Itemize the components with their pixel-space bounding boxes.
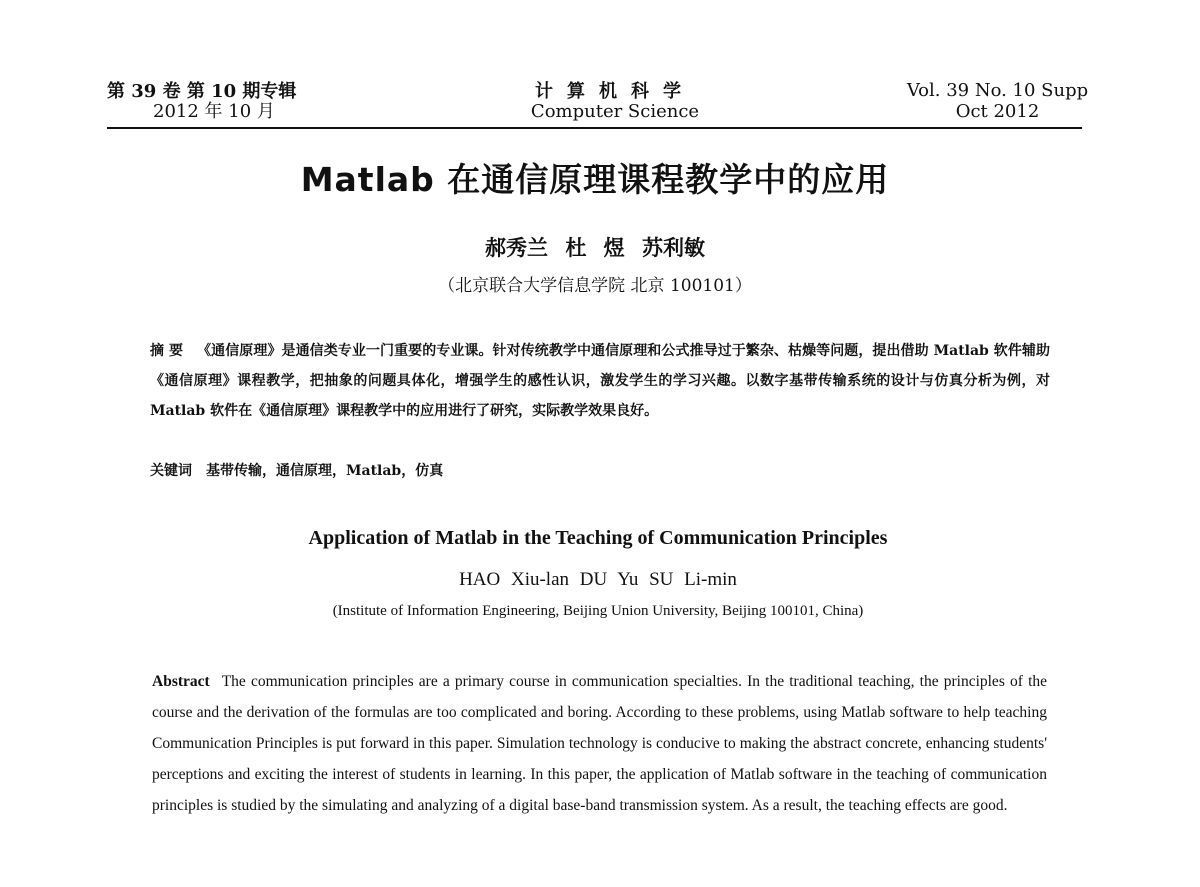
paper-title-en: Application of Matlab in the Teaching of Communication Principles <box>308 527 888 549</box>
abstract-cn-text: 《通信原理》是通信类专业一门重要的专业课。针对传统教学中通信原理和公式推导过于繁杂、枯燥等问题，提出借助 Matlab 软件辅助《通信原理》课程教学，把抽象的问题具体化，增强学生的感性认识，激发学生的学习兴趣。以数字基带传输系统的设计与仿真分析为例，对 Matlab 软件在《通信原理》课程教学中的应用进行了研究，实际教学效果良好。 <box>150 343 1051 419</box>
journal-volume-info-en <box>880 80 1115 122</box>
publication-date-en: Oct 2012 <box>955 101 1040 122</box>
abstract-en <box>152 666 1047 821</box>
abstract-cn-label: 摘 要 <box>150 343 184 359</box>
publication-date-cn: 2012 年 10 月 <box>153 101 275 122</box>
journal-name <box>500 82 730 122</box>
journal-name-cn: 计算机科学 <box>535 81 695 102</box>
header-divider <box>107 127 1082 129</box>
keywords-cn <box>150 460 1050 480</box>
abstract-cn <box>150 336 1050 426</box>
authors-cn: 郝秀兰 杜 煜 苏利敏 <box>485 236 705 260</box>
affiliation-cn: （北京联合大学信息学院 北京 100101） <box>438 276 752 296</box>
abstract-en-label: Abstract <box>152 673 210 690</box>
keywords-cn-label: 关键词 <box>150 463 192 479</box>
paper-title-cn: Matlab 在通信原理课程教学中的应用 <box>300 160 890 199</box>
journal-volume-info <box>107 82 296 122</box>
keywords-cn-text: 基带传输，通信原理，Matlab，仿真 <box>206 463 444 479</box>
volume-issue-en: Vol. 39 No. 10 Supp <box>906 80 1089 101</box>
abstract-en-text: The communication principles are a primary course in communication specialties. In the traditional teaching, the principles of the course and the derivation of the formulas are too complicated and boring. According to these problems, using Matlab software to help teaching Communication Principles is put forward in this paper. Simulation technology is conducive to making the abstract concrete, enhancing students' perceptions and exciting the interest of students in learning. In this paper, the application of Matlab software in the teaching of communication principles is studied by the simulating and analyzing of a digital base-band transmission system. As a result, the teaching effects are good. <box>152 673 1047 814</box>
volume-issue: 第 39 卷 第 10 期专辑 <box>107 81 297 102</box>
journal-name-en: Computer Science <box>530 101 700 122</box>
affiliation-en: (Institute of Information Engineering, Beijing Union University, Beijing 100101, China) <box>332 603 864 619</box>
authors-en: HAO Xiu-lan DU Yu SU Li-min <box>459 569 737 590</box>
